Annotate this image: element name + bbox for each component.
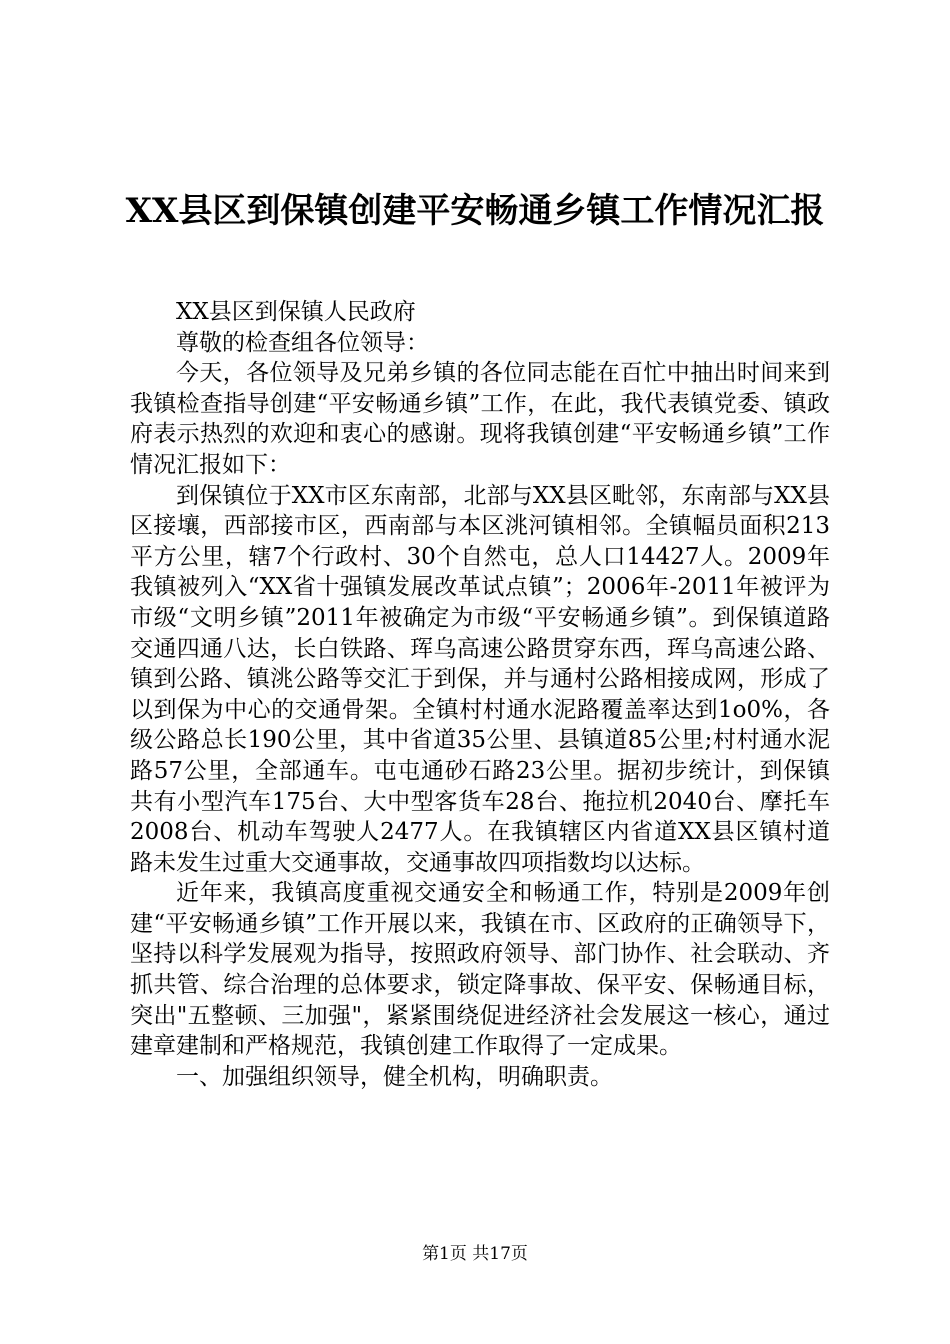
sender-line: XX县区到保镇人民政府 [176,299,416,325]
document-body [130,297,830,1092]
paragraph-intro: 今天，各位领导及兄弟乡镇的各位同志能在百忙中抽出时间来到我镇检查指导创建“平安畅通乡镇”工作，在此，我代表镇党委、镇政府表示热烈的欢迎和衷心的感谢。现将我镇创建“平安畅通乡镇”工作情况汇报如下： [130,360,830,478]
paragraph-recent-work: 近年来，我镇高度重视交通安全和畅通工作，特别是2009年创建“平安畅通乡镇”工作开展以来，我镇在市、区政府的正确领导下，坚持以科学发展观为指导，按照政府领导、部门协作、社会联动、齐抓共管、综合治理的总体要求，锁定降事故、保平安、保畅通目标，突出"五整顿、三加强"，紧紧围绕促进经济社会发展这一核心，通过建章建制和严格规范，我镇创建工作取得了一定成果。 [130,880,830,1060]
page-footer: 第1页 共17页 [422,1244,528,1264]
section-heading-1: 一、加强组织领导，健全机构，明确职责。 [176,1063,613,1090]
document-title: XX县区到保镇创建平安畅通乡镇工作情况汇报 [125,191,825,231]
paragraph-overview: 到保镇位于XX市区东南部，北部与XX县区毗邻，东南部与XX县区接壤，西部接市区，西南部与本区洮河镇相邻。全镇幅员面积213平方公里，辖7个行政村、30个自然屯，总人口14427人。2009年我镇被列入“XX省十强镇发展改革试点镇”；2006年-2011年被评为市级“文明乡镇”2011年被确定为市级“平安畅通乡镇”。到保镇道路交通四通八达，长白铁路、珲乌高速公路贯穿东西，珲乌高速公路、镇到公路、镇洮公路等交汇于到保，并与通村公路相接成网，形成了以到保为中心的交通骨架。全镇村村通水泥路覆盖率达到1o0%，各级公路总长190公里，其中省道35公里、县镇道85公里;村村通水泥路57公里，全部通车。屯屯通砂石路23公里。据初步统计，到保镇共有小型汽车175台、大中型客货车28台、拖拉机2040台、摩托车2008台、机动车驾驶人2477人。在我镇辖区内省道XX县区镇村道路未发生过重大交通事故，交通事故四项指数均以达标。 [130,482,830,876]
salutation: 尊敬的检查组各位领导： [176,329,429,356]
